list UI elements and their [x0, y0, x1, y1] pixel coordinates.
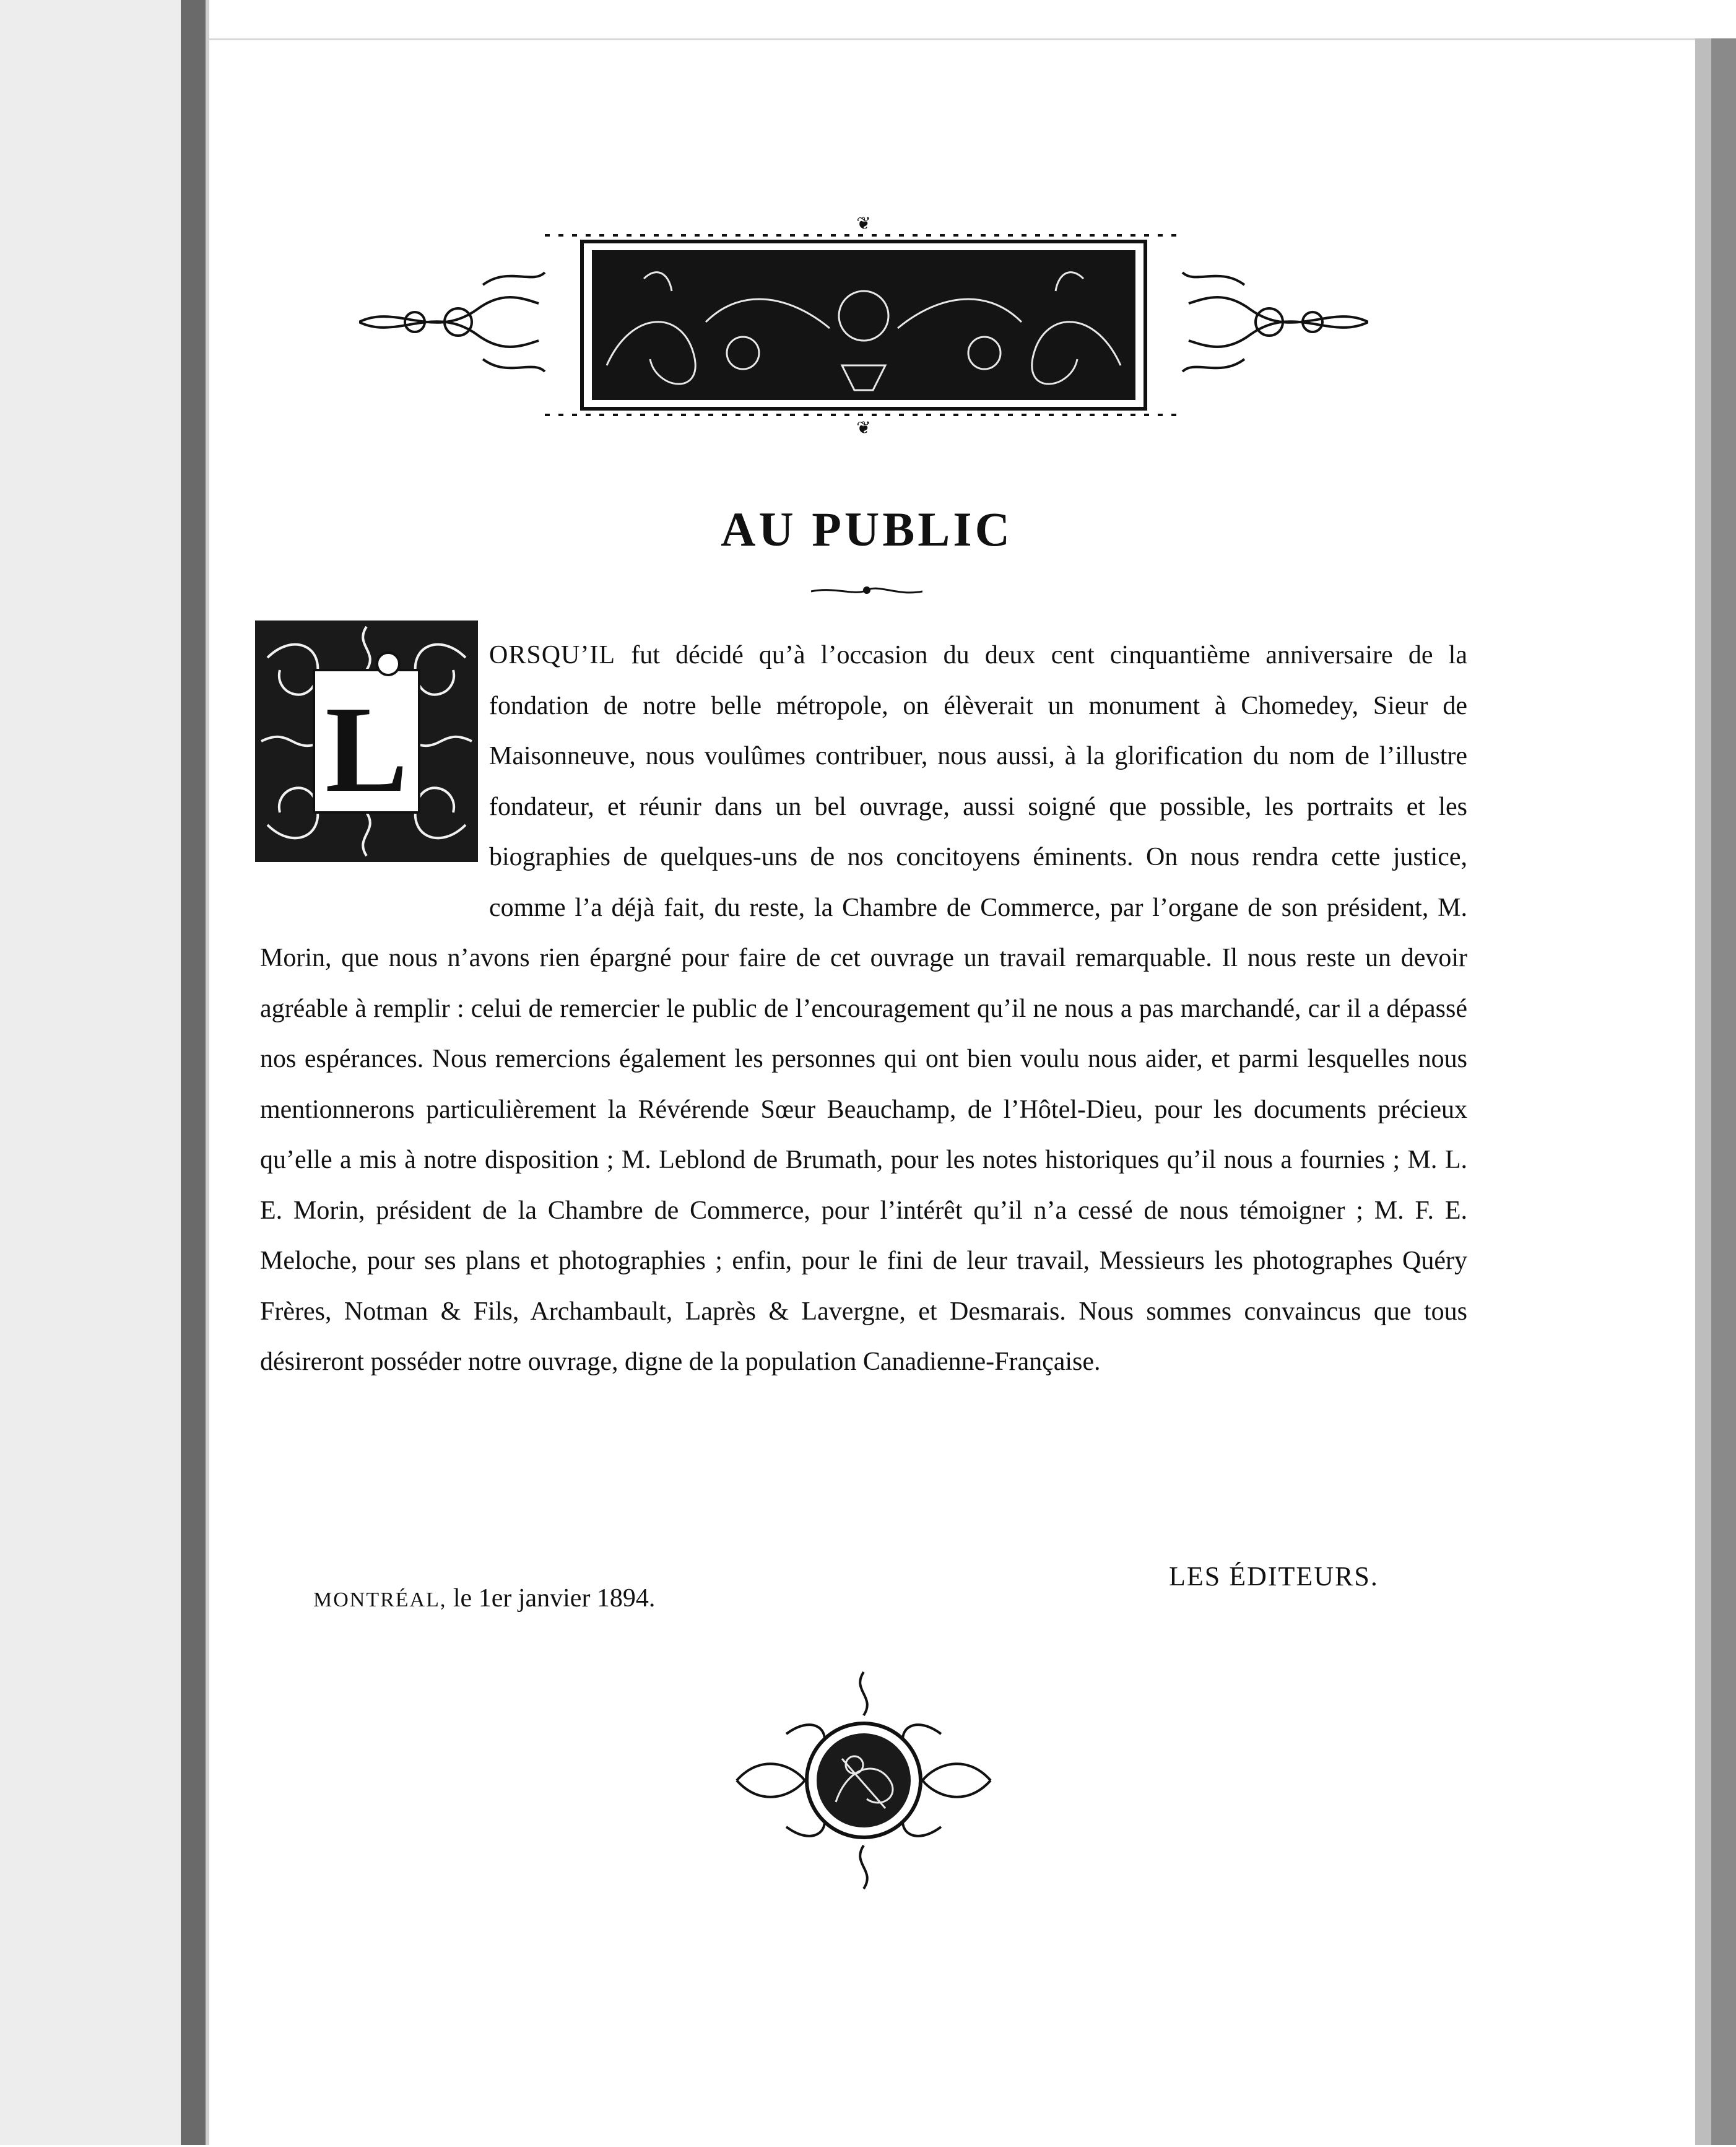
title-flourish — [811, 579, 922, 604]
header-ornament — [359, 211, 1368, 440]
signature: LES ÉDITEURS. — [1169, 1561, 1379, 1592]
dateline-date: le 1er janvier 1894. — [453, 1584, 656, 1613]
dateline-place: MONTRÉAL, — [313, 1588, 447, 1611]
dropcap-letter: L — [325, 681, 408, 818]
svg-text:❦: ❦ — [856, 419, 871, 438]
svg-text:❦: ❦ — [856, 214, 871, 233]
body-paragraph — [260, 630, 1467, 1388]
page-edge-right — [1695, 38, 1711, 2145]
dropcap-space — [260, 630, 489, 884]
page-edge-shadow — [1711, 38, 1736, 2145]
book-spine-shadow — [181, 0, 206, 2145]
body-text: fut décidé qu’à l’occasion du deux cent cinquantième anniversaire de la fondation de notre belle métropole, on élèverait un monument à Chomedey, Sieur de Maisonneuve, nous voulûmes contribuer, nous aussi, à la glorification du nom de l’illustre fondateur, et réunir dans un bel ouvrage, aussi soigné que possible, les portraits et les biographies de quelques-uns de nos concitoyens éminents. On nous rendra cette justice, comme l’a déjà fait, du reste, la Chambre de Commerce, par l’organe de son président, M. Morin, que nous n’avons rien épargné pour faire de cet ouvrage un travail remarquable. Il nous reste un devoir agréable à remplir : celui de remercier le public de l’encouragement qu’il ne nous a pas marchandé, car il a dépassé nos espérances. Nous remercions également les personnes qui ont bien voulu nous aider, et parmi lesquelles nous mentionnerons particulièrement la Révérende Sœur Beauchamp, de l’Hôtel-Dieu, pour les documents précieux qu’elle a mis à notre disposition ; M. Leblond de Brumath, pour les notes historiques qu’il nous a fournies ; M. L. E. Morin, président de la Chambre de Commerce, pour l’intérêt qu’il n’a cessé de nous témoigner ; M. F. E. Meloche, pour ses plans et photographies ; enfin, pour le fini de leur travail, Messieurs les photographes Quéry Frères, Notman & Fils, Archambault, Laprès & Lavergne, et Desmarais. Nous sommes convaincus que tous désireront posséder notre ouvrage, digne de la population Canadienne-Française. — [260, 641, 1467, 1376]
page-title: AU PUBLIC — [721, 502, 1013, 556]
footer-ornament — [731, 1666, 997, 1895]
lead-word: ORSQU’IL — [489, 641, 615, 669]
facing-page-edge — [0, 0, 181, 2145]
dateline — [313, 1583, 655, 1613]
